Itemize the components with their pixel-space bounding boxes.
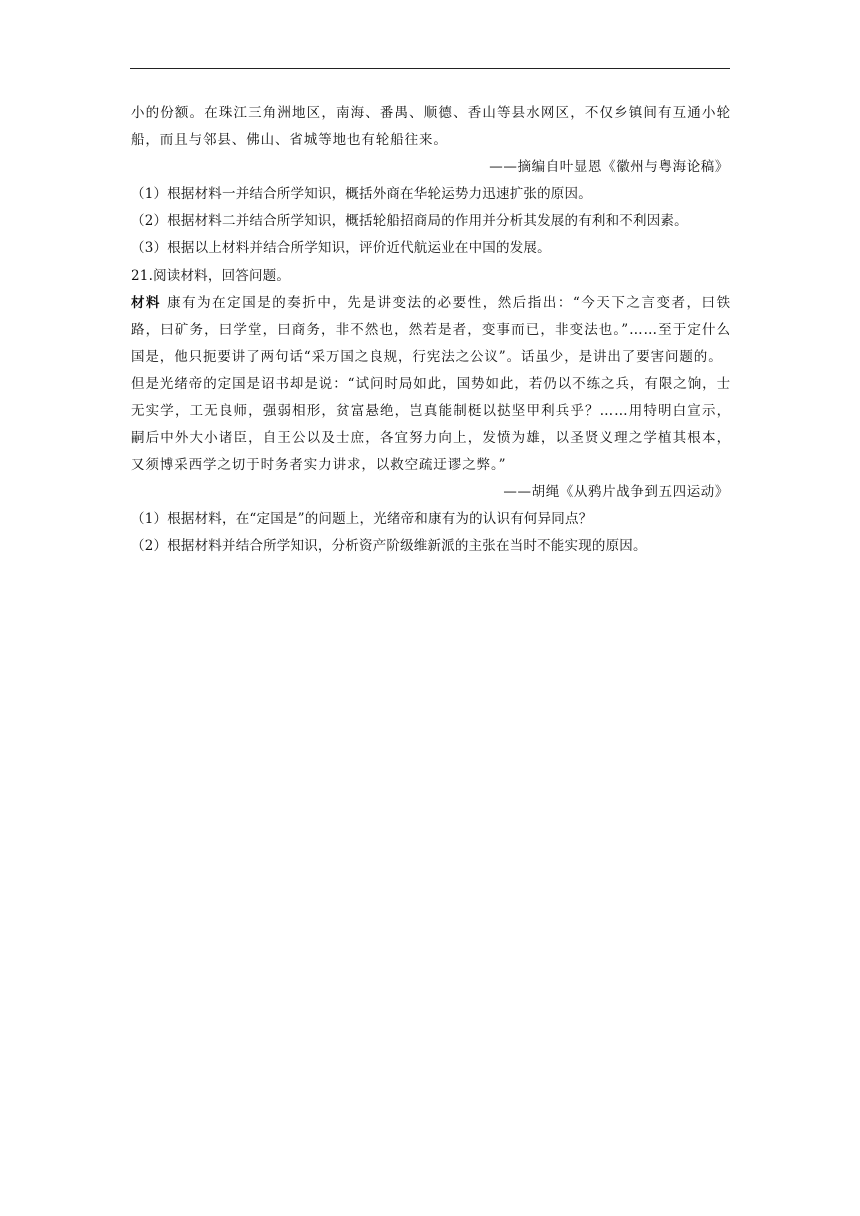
q20-sub2: （2）根据材料二并结合所学知识，概括轮船招商局的作用并分析其发展的有利和不利因素。	[131, 213, 688, 229]
q21-title: 21.阅读材料，回答问题。	[131, 268, 291, 284]
header-rule	[130, 68, 730, 69]
q20-sub1: （1）根据材料一并结合所学知识，概括外商在华轮运势力迅速扩张的原因。	[131, 186, 592, 202]
q21-material-source: ——胡绳《从鸦片战争到五四运动》	[503, 484, 729, 500]
material-label: 材料	[131, 295, 162, 311]
q21-material-p1-text: 康有为在定国是的奏折中，先是讲变法的必要性，然后指出：“今天下之言变者，曰铁路，曰矿务，曰学堂，曰商务，非不然也，然若是者，变事而已，非变法也。”……至于定什么国是，他只扼要讲了两句话“采万国之良规，行宪法之公议”。话虽少，是讲出了要害问题的。	[131, 295, 731, 365]
q21-sub2: （2）根据材料并结合所学知识，分析资产阶级维新派的主张在当时不能实现的原因。	[131, 538, 647, 554]
q21-material-p1	[131, 290, 731, 371]
q20-sub3: （3）根据以上材料并结合所学知识，评价近代航运业在中国的发展。	[131, 240, 551, 256]
q21-sub1: （1）根据材料，在“定国是”的问题上，光绪帝和康有为的认识有何异同点？	[131, 511, 593, 527]
material-fragment-source: ——摘编自叶显恩《徽州与粤海论稿》	[489, 159, 729, 175]
q21-material-p2: 但是光绪帝的定国是诏书却是说：“试问时局如此，国势如此，若仍以不练之兵，有限之饷，士无实学，工无良师，强弱相形，贫富悬绝，岂真能制梃以挞坚甲利兵乎？……用特明白宣示，嗣后中外大小诸臣，自王公以及士庶，各宜努力向上，发愤为雄，以圣贤义理之学植其根本，又须博采西学之切于时务者实力讲求，以救空疏迂谬之弊。”	[131, 376, 731, 473]
page-content	[131, 100, 731, 560]
material-fragment-text: 小的份额。在珠江三角洲地区，南海、番禺、顺德、香山等县水网区，不仅乡镇间有互通小轮船，而且与邻县、佛山、省城等地也有轮船往来。	[131, 105, 731, 148]
